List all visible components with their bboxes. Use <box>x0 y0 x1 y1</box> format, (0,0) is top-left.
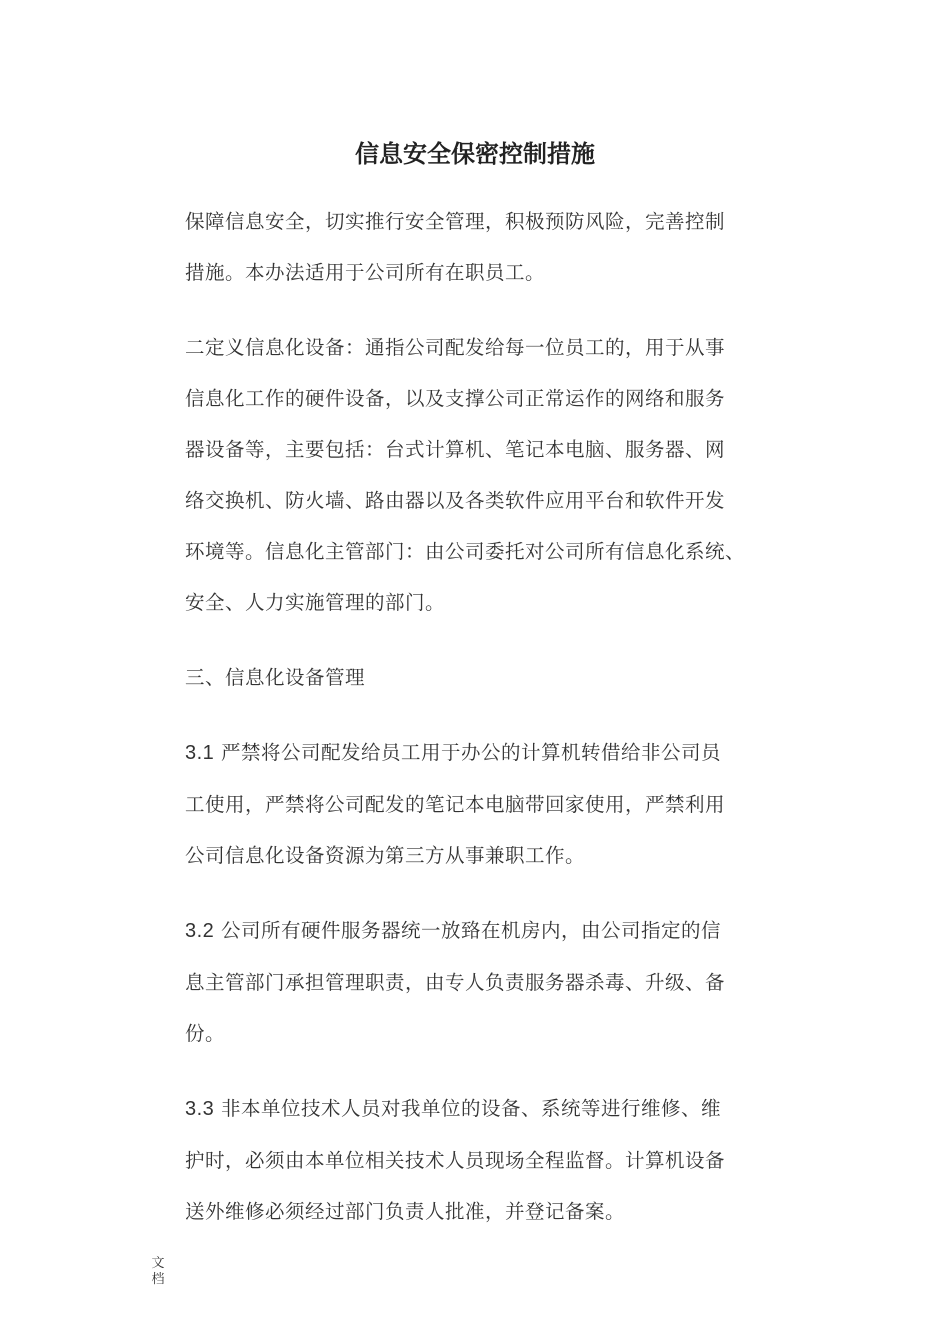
paragraph-line: 安全、人力实施管理的部门。 <box>185 591 446 614</box>
paragraph-line: 护时，必须由本单位相关技术人员现场全程监督。计算机设备 <box>185 1149 726 1172</box>
paragraph-line: 送外维修必须经过部门负责人批准，并登记备案。 <box>185 1200 626 1223</box>
paragraph-line: 措施。本办法适用于公司所有在职员工。 <box>185 261 546 284</box>
clause-text: 非本单位技术人员对我单位的设备、系统等进行维修、维 <box>221 1097 722 1120</box>
clause-text: 严禁将公司配发给员工用于办公的计算机转借给非公司员 <box>221 741 722 764</box>
footer-mark-char: 文 <box>151 1256 165 1271</box>
paragraph-line: 公司信息化设备资源为第三方从事兼职工作。 <box>185 844 586 867</box>
paragraph-line: 保障信息安全，切实推行安全管理，积极预防风险，完善控制 <box>185 210 726 233</box>
clause-number: 3.2 <box>185 920 215 942</box>
footer-doc-mark <box>150 1256 166 1288</box>
section-heading-equipment <box>185 652 785 703</box>
clause-number: 3.3 <box>185 1098 215 1120</box>
clause-number: 3.1 <box>185 742 215 764</box>
paragraph-line: 环境等。信息化主管部门：由公司委托对公司所有信息化系统、 <box>185 540 746 563</box>
paragraph-intro <box>185 196 785 298</box>
paragraph-line: 络交换机、防火墙、路由器以及各类软件应用平台和软件开发 <box>185 489 726 512</box>
document-body <box>185 196 785 1261</box>
paragraph-line: 工使用，严禁将公司配发的笔记本电脑带回家使用，严禁利用 <box>185 793 726 816</box>
section-heading: 三、信息化设备管理 <box>185 666 366 689</box>
paragraph-line: 份。 <box>185 1022 226 1045</box>
footer-mark-char: 档 <box>151 1272 165 1287</box>
paragraph-line <box>185 1083 785 1135</box>
paragraph-line <box>185 905 785 957</box>
paragraph-definitions <box>185 322 785 628</box>
paragraph-line: 息主管部门承担管理职责，由专人负责服务器杀毒、升级、备 <box>185 971 726 994</box>
document-title: 信息安全保密控制措施 <box>355 140 595 168</box>
paragraph-line: 二定义信息化设备：通指公司配发给每一位员工的，用于从事 <box>185 336 726 359</box>
clause-3-1 <box>185 727 785 881</box>
clause-3-2 <box>185 905 785 1059</box>
clause-text: 公司所有硬件服务器统一放臵在机房内，由公司指定的信 <box>221 919 722 942</box>
paragraph-line: 器设备等，主要包括：台式计算机、笔记本电脑、服务器、网 <box>185 438 726 461</box>
clause-3-3 <box>185 1083 785 1237</box>
paragraph-line <box>185 727 785 779</box>
paragraph-line: 信息化工作的硬件设备，以及支撑公司正常运作的网络和服务 <box>185 387 726 410</box>
